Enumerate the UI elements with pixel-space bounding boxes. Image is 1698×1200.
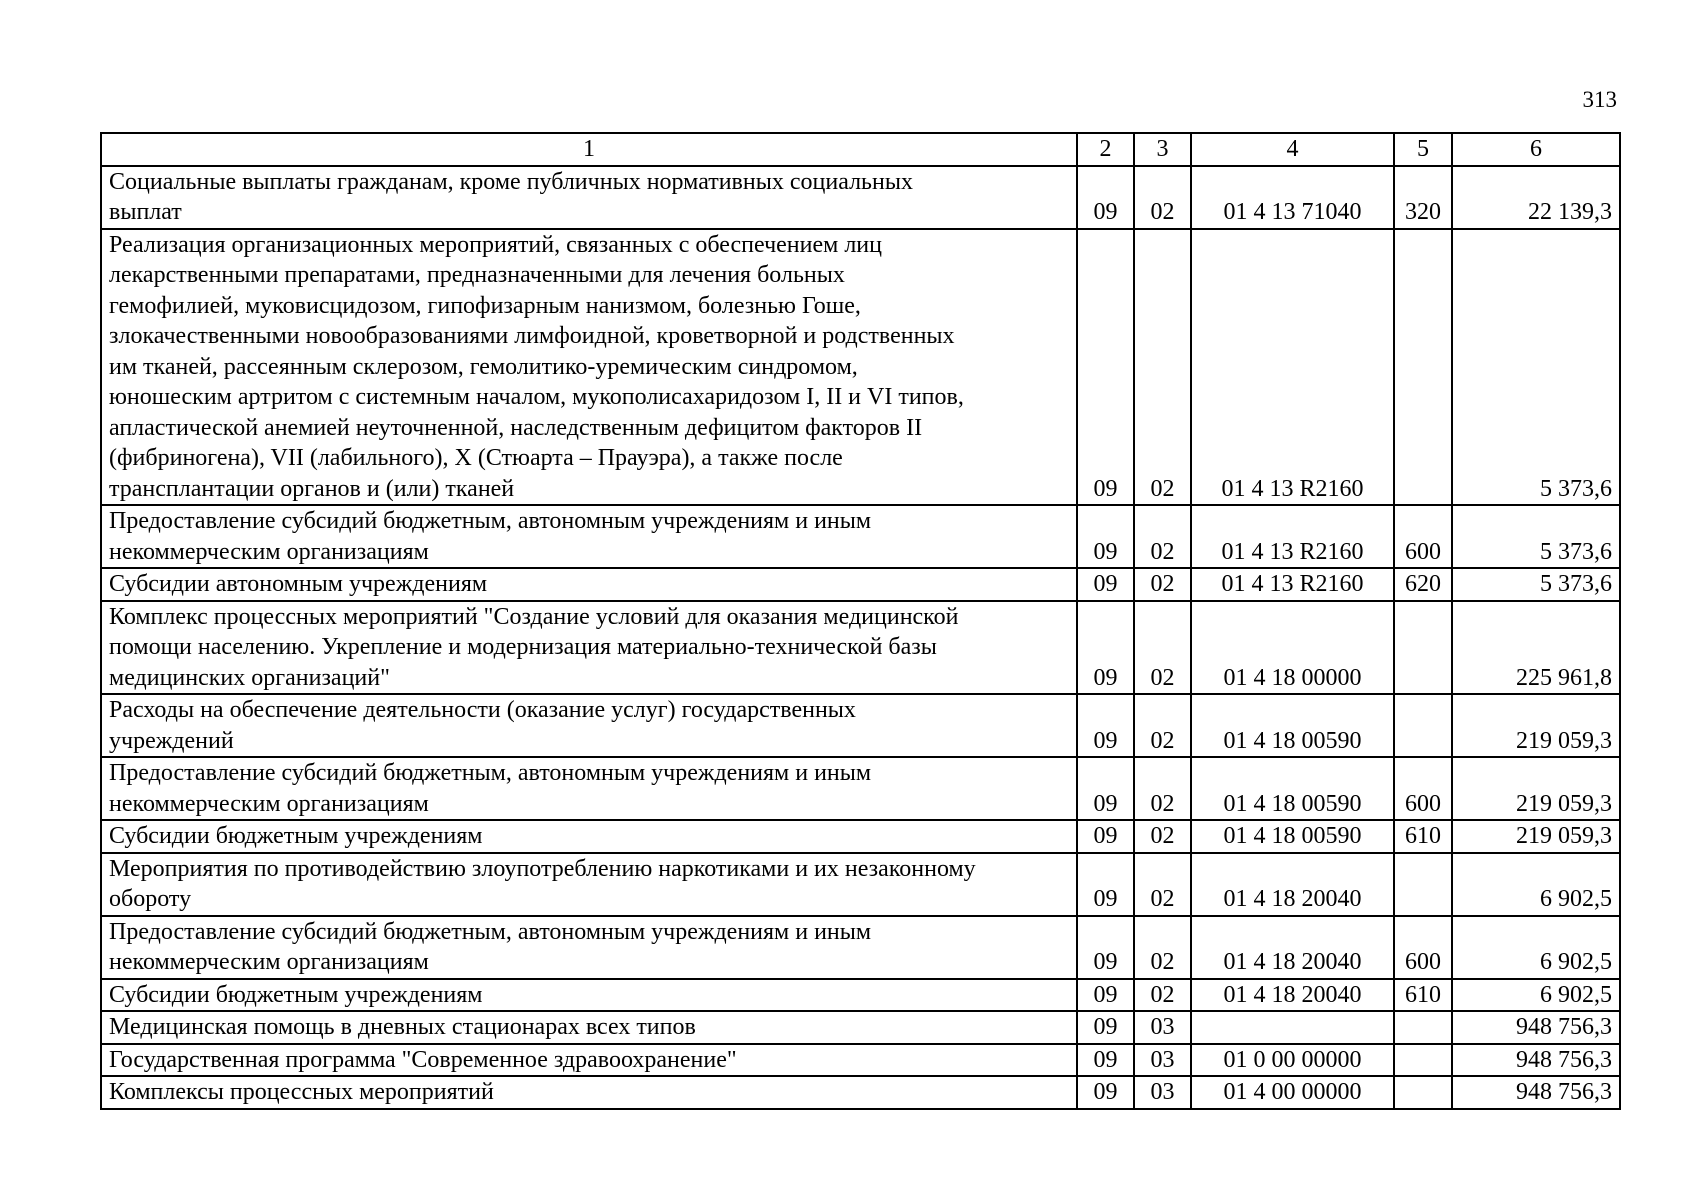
- table-row: [101, 505, 1620, 568]
- table-row: [101, 979, 1620, 1012]
- amount-cell: 6 902,5: [1452, 916, 1620, 979]
- table-row: [101, 820, 1620, 853]
- section-code-cell: 09: [1077, 1076, 1134, 1109]
- item-name-cell: Реализация организационных мероприятий, связанных с обеспечением лиц лекарственными препаратами, предназначенными для лечения больных гемофилией, муковисцидозом, гипофизарным нанизмом, болезнью Гоше, злокачественными новообразованиями лимфоидной, кроветворной и родственных им тканей, рассеянным склерозом, гемолитико-уремическим синдромом, юношеским артритом с системным началом, мукополисахаридозом I, II и VI типов, апластической анемией неуточненной, наследственным дефицитом факторов II (фибриногена), VII (лабильного), X (Стюарта – Прауэра), а также после трансплантации органов и (или) тканей: [101, 229, 1077, 506]
- column-header: 6: [1452, 133, 1620, 166]
- table-row: [101, 916, 1620, 979]
- subsection-code-cell: 02: [1134, 601, 1191, 695]
- expense-type-code-cell: [1394, 1011, 1452, 1044]
- expense-type-code-cell: [1394, 601, 1452, 695]
- amount-cell: 5 373,6: [1452, 568, 1620, 601]
- table-row: [101, 601, 1620, 695]
- table-row: [101, 853, 1620, 916]
- table-row: [101, 1076, 1620, 1109]
- item-name-cell: Субсидии бюджетным учреждениям: [101, 979, 1077, 1012]
- subsection-code-cell: 02: [1134, 979, 1191, 1012]
- target-article-code-cell: 01 4 00 00000: [1191, 1076, 1394, 1109]
- section-code-cell: 09: [1077, 505, 1134, 568]
- section-code-cell: 09: [1077, 568, 1134, 601]
- amount-cell: 948 756,3: [1452, 1076, 1620, 1109]
- column-header: 5: [1394, 133, 1452, 166]
- subsection-code-cell: 03: [1134, 1011, 1191, 1044]
- section-code-cell: 09: [1077, 166, 1134, 229]
- subsection-code-cell: 02: [1134, 229, 1191, 506]
- table-row: [101, 1044, 1620, 1077]
- subsection-code-cell: 02: [1134, 694, 1191, 757]
- section-code-cell: 09: [1077, 229, 1134, 506]
- amount-cell: 219 059,3: [1452, 820, 1620, 853]
- section-code-cell: 09: [1077, 1044, 1134, 1077]
- expense-type-code-cell: 600: [1394, 505, 1452, 568]
- amount-cell: 6 902,5: [1452, 979, 1620, 1012]
- table-row: [101, 1011, 1620, 1044]
- expense-type-code-cell: 610: [1394, 820, 1452, 853]
- target-article-code-cell: 01 4 18 20040: [1191, 916, 1394, 979]
- amount-cell: 948 756,3: [1452, 1044, 1620, 1077]
- section-code-cell: 09: [1077, 694, 1134, 757]
- subsection-code-cell: 03: [1134, 1076, 1191, 1109]
- column-header: 3: [1134, 133, 1191, 166]
- item-name-cell: Субсидии автономным учреждениям: [101, 568, 1077, 601]
- subsection-code-cell: 02: [1134, 820, 1191, 853]
- amount-cell: 948 756,3: [1452, 1011, 1620, 1044]
- target-article-code-cell: 01 0 00 00000: [1191, 1044, 1394, 1077]
- section-code-cell: 09: [1077, 853, 1134, 916]
- subsection-code-cell: 02: [1134, 757, 1191, 820]
- target-article-code-cell: 01 4 13 R2160: [1191, 505, 1394, 568]
- column-header: 1: [101, 133, 1077, 166]
- expense-type-code-cell: 600: [1394, 916, 1452, 979]
- expense-type-code-cell: 620: [1394, 568, 1452, 601]
- target-article-code-cell: 01 4 18 00590: [1191, 820, 1394, 853]
- expense-type-code-cell: [1394, 694, 1452, 757]
- item-name-cell: Государственная программа "Современное здравоохранение": [101, 1044, 1077, 1077]
- table-row: [101, 166, 1620, 229]
- expense-type-code-cell: [1394, 853, 1452, 916]
- amount-cell: 219 059,3: [1452, 757, 1620, 820]
- expense-type-code-cell: 610: [1394, 979, 1452, 1012]
- item-name-cell: Расходы на обеспечение деятельности (оказание услуг) государственных учреждений: [101, 694, 1077, 757]
- amount-cell: 6 902,5: [1452, 853, 1620, 916]
- target-article-code-cell: 01 4 18 00590: [1191, 757, 1394, 820]
- target-article-code-cell: 01 4 18 00000: [1191, 601, 1394, 695]
- subsection-code-cell: 02: [1134, 505, 1191, 568]
- subsection-code-cell: 03: [1134, 1044, 1191, 1077]
- target-article-code-cell: [1191, 1011, 1394, 1044]
- expense-type-code-cell: 600: [1394, 757, 1452, 820]
- target-article-code-cell: 01 4 13 R2160: [1191, 568, 1394, 601]
- subsection-code-cell: 02: [1134, 916, 1191, 979]
- column-header: 2: [1077, 133, 1134, 166]
- item-name-cell: Комплексы процессных мероприятий: [101, 1076, 1077, 1109]
- subsection-code-cell: 02: [1134, 568, 1191, 601]
- item-name-cell: Субсидии бюджетным учреждениям: [101, 820, 1077, 853]
- section-code-cell: 09: [1077, 820, 1134, 853]
- target-article-code-cell: 01 4 13 71040: [1191, 166, 1394, 229]
- item-name-cell: Социальные выплаты гражданам, кроме публичных нормативных социальных выплат: [101, 166, 1077, 229]
- item-name-cell: Предоставление субсидий бюджетным, автономным учреждениям и иным некоммерческим организациям: [101, 757, 1077, 820]
- amount-cell: 219 059,3: [1452, 694, 1620, 757]
- section-code-cell: 09: [1077, 757, 1134, 820]
- subsection-code-cell: 02: [1134, 166, 1191, 229]
- target-article-code-cell: 01 4 18 20040: [1191, 853, 1394, 916]
- section-code-cell: 09: [1077, 916, 1134, 979]
- item-name-cell: Мероприятия по противодействию злоупотреблению наркотиками и их незаконному обороту: [101, 853, 1077, 916]
- item-name-cell: Комплекс процессных мероприятий "Создание условий для оказания медицинской помощи населению. Укрепление и модернизация материально-технической базы медицинских организаций": [101, 601, 1077, 695]
- expense-type-code-cell: 320: [1394, 166, 1452, 229]
- section-code-cell: 09: [1077, 979, 1134, 1012]
- table-row: [101, 568, 1620, 601]
- expense-type-code-cell: [1394, 229, 1452, 506]
- expense-type-code-cell: [1394, 1076, 1452, 1109]
- amount-cell: 5 373,6: [1452, 505, 1620, 568]
- item-name-cell: Медицинская помощь в дневных стационарах всех типов: [101, 1011, 1077, 1044]
- subsection-code-cell: 02: [1134, 853, 1191, 916]
- amount-cell: 225 961,8: [1452, 601, 1620, 695]
- section-code-cell: 09: [1077, 601, 1134, 695]
- column-header: 4: [1191, 133, 1394, 166]
- target-article-code-cell: 01 4 13 R2160: [1191, 229, 1394, 506]
- page-number: 313: [1582, 87, 1617, 112]
- target-article-code-cell: 01 4 18 00590: [1191, 694, 1394, 757]
- table-header-row: [101, 133, 1620, 166]
- expense-type-code-cell: [1394, 1044, 1452, 1077]
- item-name-cell: Предоставление субсидий бюджетным, автономным учреждениям и иным некоммерческим организациям: [101, 916, 1077, 979]
- item-name-cell: Предоставление субсидий бюджетным, автономным учреждениям и иным некоммерческим организациям: [101, 505, 1077, 568]
- amount-cell: 5 373,6: [1452, 229, 1620, 506]
- budget-table: [100, 132, 1621, 1110]
- target-article-code-cell: 01 4 18 20040: [1191, 979, 1394, 1012]
- amount-cell: 22 139,3: [1452, 166, 1620, 229]
- table-row: [101, 757, 1620, 820]
- table-row: [101, 694, 1620, 757]
- table-row: [101, 229, 1620, 506]
- section-code-cell: 09: [1077, 1011, 1134, 1044]
